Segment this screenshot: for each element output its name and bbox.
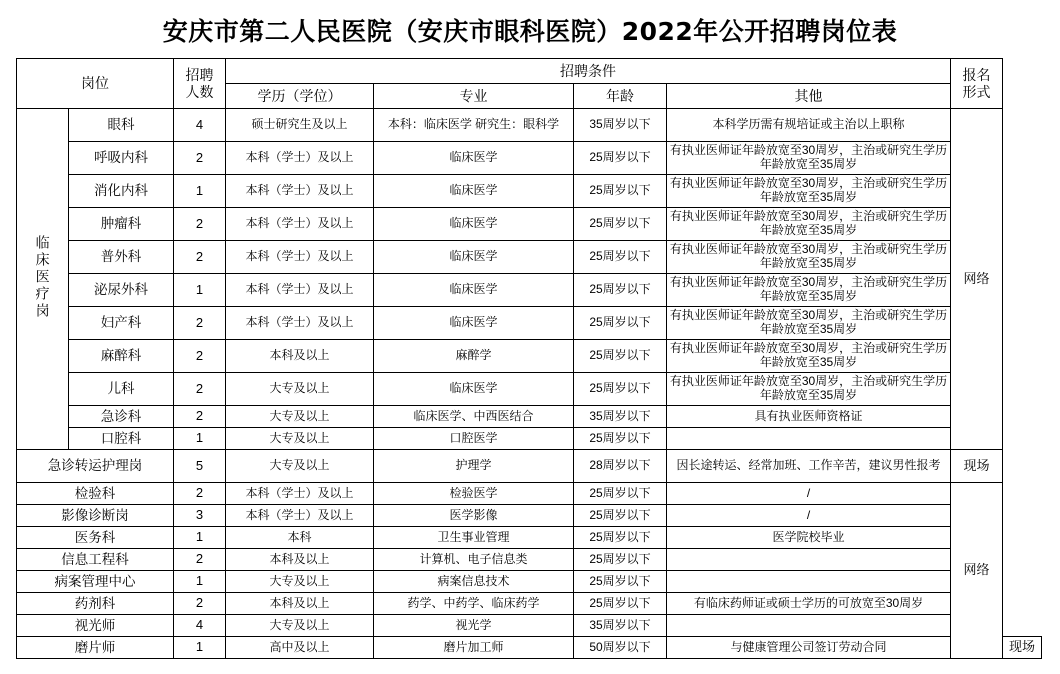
row-other: 有临床药师证或硕士学历的可放宽至30周岁	[667, 593, 951, 615]
row-major: 药学、中药学、临床药学	[374, 593, 574, 615]
row-other: 具有执业医师资格证	[667, 406, 951, 428]
table-row	[17, 450, 1042, 483]
table-row	[17, 307, 1042, 340]
row-education: 本科及以上	[226, 549, 374, 571]
row-other: 有执业医师证年龄放宽至30周岁，主治或研究生学历年龄放宽至35周岁	[667, 373, 951, 406]
header-other: 其他	[667, 84, 951, 109]
row-major: 临床医学	[374, 373, 574, 406]
row-age: 35周岁以下	[574, 615, 667, 637]
row-post: 麻醉科	[69, 340, 174, 373]
row-education: 本科	[226, 527, 374, 549]
row-major: 临床医学	[374, 142, 574, 175]
table-row	[17, 428, 1042, 450]
row-education: 本科及以上	[226, 593, 374, 615]
row-count: 2	[174, 307, 226, 340]
apply-form-onsite-2: 现场	[1003, 637, 1042, 659]
row-major: 病案信息技术	[374, 571, 574, 593]
row-count: 1	[174, 274, 226, 307]
row-age: 50周岁以下	[574, 637, 667, 659]
apply-form-network-1: 网络	[951, 109, 1003, 450]
row-education: 大专及以上	[226, 406, 374, 428]
table-row	[17, 142, 1042, 175]
row-post: 肿瘤科	[69, 208, 174, 241]
row-education: 本科及以上	[226, 340, 374, 373]
row-post: 药剂科	[17, 593, 174, 615]
row-post: 病案管理中心	[17, 571, 174, 593]
row-post: 影像诊断岗	[17, 505, 174, 527]
row-other	[667, 428, 951, 450]
header-age: 年龄	[574, 84, 667, 109]
row-education: 大专及以上	[226, 615, 374, 637]
row-major: 计算机、电子信息类	[374, 549, 574, 571]
table-row	[17, 208, 1042, 241]
row-major: 麻醉学	[374, 340, 574, 373]
row-age: 25周岁以下	[574, 373, 667, 406]
row-other: /	[667, 505, 951, 527]
row-count: 2	[174, 208, 226, 241]
row-post: 口腔科	[69, 428, 174, 450]
table-row	[17, 274, 1042, 307]
row-other	[667, 549, 951, 571]
row-post: 普外科	[69, 241, 174, 274]
row-other: 有执业医师证年龄放宽至30周岁，主治或研究生学历年龄放宽至35周岁	[667, 274, 951, 307]
row-education: 大专及以上	[226, 428, 374, 450]
table-row	[17, 373, 1042, 406]
row-count: 1	[174, 571, 226, 593]
row-age: 25周岁以下	[574, 340, 667, 373]
row-major: 临床医学	[374, 208, 574, 241]
header-apply-line1: 报名	[962, 67, 991, 84]
row-major: 检验医学	[374, 483, 574, 505]
table-row	[17, 175, 1042, 208]
row-count: 2	[174, 406, 226, 428]
table-row	[17, 549, 1042, 571]
row-education: 大专及以上	[226, 571, 374, 593]
header-post: 岗位	[17, 59, 174, 109]
group-label-text: 临床医疗岗	[34, 234, 51, 320]
row-major: 临床医学、中西医结合	[374, 406, 574, 428]
row-major: 视光学	[374, 615, 574, 637]
row-other: 有执业医师证年龄放宽至30周岁，主治或研究生学历年龄放宽至35周岁	[667, 208, 951, 241]
row-count: 2	[174, 241, 226, 274]
row-age: 25周岁以下	[574, 483, 667, 505]
row-major: 医学影像	[374, 505, 574, 527]
row-education: 本科（学士）及以上	[226, 505, 374, 527]
row-post: 磨片师	[17, 637, 174, 659]
row-major: 临床医学	[374, 307, 574, 340]
row-count: 1	[174, 527, 226, 549]
row-age: 28周岁以下	[574, 450, 667, 483]
row-age: 35周岁以下	[574, 109, 667, 142]
table-row	[17, 406, 1042, 428]
header-major: 专业	[374, 84, 574, 109]
row-post: 呼吸内科	[69, 142, 174, 175]
apply-form-network-2: 网络	[951, 483, 1003, 659]
row-age: 25周岁以下	[574, 208, 667, 241]
row-count: 1	[174, 428, 226, 450]
row-other: 与健康管理公司签订劳动合同	[667, 637, 951, 659]
table-row	[17, 571, 1042, 593]
row-post: 儿科	[69, 373, 174, 406]
row-education: 高中及以上	[226, 637, 374, 659]
row-other	[667, 615, 951, 637]
row-count: 2	[174, 593, 226, 615]
row-post: 急诊科	[69, 406, 174, 428]
page-title: 安庆市第二人民医院（安庆市眼科医院）2022年公开招聘岗位表	[162, 17, 898, 46]
row-count: 1	[174, 175, 226, 208]
table-row	[17, 593, 1042, 615]
table-row	[17, 109, 1042, 142]
header-count	[174, 59, 226, 109]
row-other: 有执业医师证年龄放宽至30周岁，主治或研究生学历年龄放宽至35周岁	[667, 307, 951, 340]
row-major: 口腔医学	[374, 428, 574, 450]
row-post: 检验科	[17, 483, 174, 505]
row-other: 医学院校毕业	[667, 527, 951, 549]
row-other: 有执业医师证年龄放宽至30周岁，主治或研究生学历年龄放宽至35周岁	[667, 175, 951, 208]
header-apply-form	[951, 59, 1003, 109]
header-education: 学历（学位）	[226, 84, 374, 109]
row-major: 护理学	[374, 450, 574, 483]
row-education: 硕士研究生及以上	[226, 109, 374, 142]
table-row	[17, 241, 1042, 274]
row-other: 因长途转运、经常加班、工作辛苦，建议男性报考	[667, 450, 951, 483]
row-age: 25周岁以下	[574, 175, 667, 208]
row-post: 消化内科	[69, 175, 174, 208]
row-count: 2	[174, 483, 226, 505]
table-row	[17, 505, 1042, 527]
row-count: 5	[174, 450, 226, 483]
row-post: 眼科	[69, 109, 174, 142]
row-post: 信息工程科	[17, 549, 174, 571]
row-education: 大专及以上	[226, 373, 374, 406]
row-age: 25周岁以下	[574, 549, 667, 571]
row-age: 25周岁以下	[574, 428, 667, 450]
apply-form-onsite-1: 现场	[951, 450, 1003, 483]
row-age: 25周岁以下	[574, 505, 667, 527]
group-label-clinical	[17, 109, 69, 450]
row-other: 有执业医师证年龄放宽至30周岁，主治或研究生学历年龄放宽至35周岁	[667, 241, 951, 274]
row-post: 视光师	[17, 615, 174, 637]
row-education: 本科（学士）及以上	[226, 274, 374, 307]
row-age: 25周岁以下	[574, 593, 667, 615]
row-other: 有执业医师证年龄放宽至30周岁，主治或研究生学历年龄放宽至35周岁	[667, 142, 951, 175]
header-apply-line2: 形式	[962, 83, 991, 100]
row-age: 25周岁以下	[574, 527, 667, 549]
row-count: 2	[174, 549, 226, 571]
row-other: /	[667, 483, 951, 505]
table-row	[17, 615, 1042, 637]
row-age: 25周岁以下	[574, 307, 667, 340]
row-age: 25周岁以下	[574, 571, 667, 593]
row-count: 4	[174, 615, 226, 637]
row-post: 医务科	[17, 527, 174, 549]
header-count-line1: 招聘	[185, 67, 214, 84]
row-age: 35周岁以下	[574, 406, 667, 428]
row-count: 2	[174, 340, 226, 373]
row-count: 4	[174, 109, 226, 142]
row-major: 卫生事业管理	[374, 527, 574, 549]
row-age: 25周岁以下	[574, 274, 667, 307]
row-education: 本科（学士）及以上	[226, 241, 374, 274]
row-count: 3	[174, 505, 226, 527]
row-count: 1	[174, 637, 226, 659]
table-row	[17, 637, 1042, 659]
header-count-line2: 人数	[185, 83, 214, 100]
row-major: 临床医学	[374, 175, 574, 208]
row-education: 本科（学士）及以上	[226, 208, 374, 241]
table-row	[17, 527, 1042, 549]
row-education: 本科（学士）及以上	[226, 142, 374, 175]
row-education: 本科（学士）及以上	[226, 175, 374, 208]
row-post: 妇产科	[69, 307, 174, 340]
recruitment-table	[16, 58, 1042, 659]
row-major: 临床医学	[374, 241, 574, 274]
row-education: 本科（学士）及以上	[226, 307, 374, 340]
row-other	[667, 571, 951, 593]
row-count: 2	[174, 373, 226, 406]
table-header-row-1	[17, 59, 1042, 84]
row-major: 本科：临床医学 研究生：眼科学	[374, 109, 574, 142]
row-education: 本科（学士）及以上	[226, 483, 374, 505]
table-row	[17, 483, 1042, 505]
row-age: 25周岁以下	[574, 241, 667, 274]
table-row	[17, 340, 1042, 373]
row-age: 25周岁以下	[574, 142, 667, 175]
row-count: 2	[174, 142, 226, 175]
header-conditions: 招聘条件	[226, 59, 951, 84]
row-post: 泌尿外科	[69, 274, 174, 307]
row-other: 有执业医师证年龄放宽至30周岁，主治或研究生学历年龄放宽至35周岁	[667, 340, 951, 373]
row-major: 临床医学	[374, 274, 574, 307]
row-other: 本科学历需有规培证或主治以上职称	[667, 109, 951, 142]
row-major: 磨片加工师	[374, 637, 574, 659]
row-education: 大专及以上	[226, 450, 374, 483]
row-post: 急诊转运护理岗	[17, 450, 174, 483]
